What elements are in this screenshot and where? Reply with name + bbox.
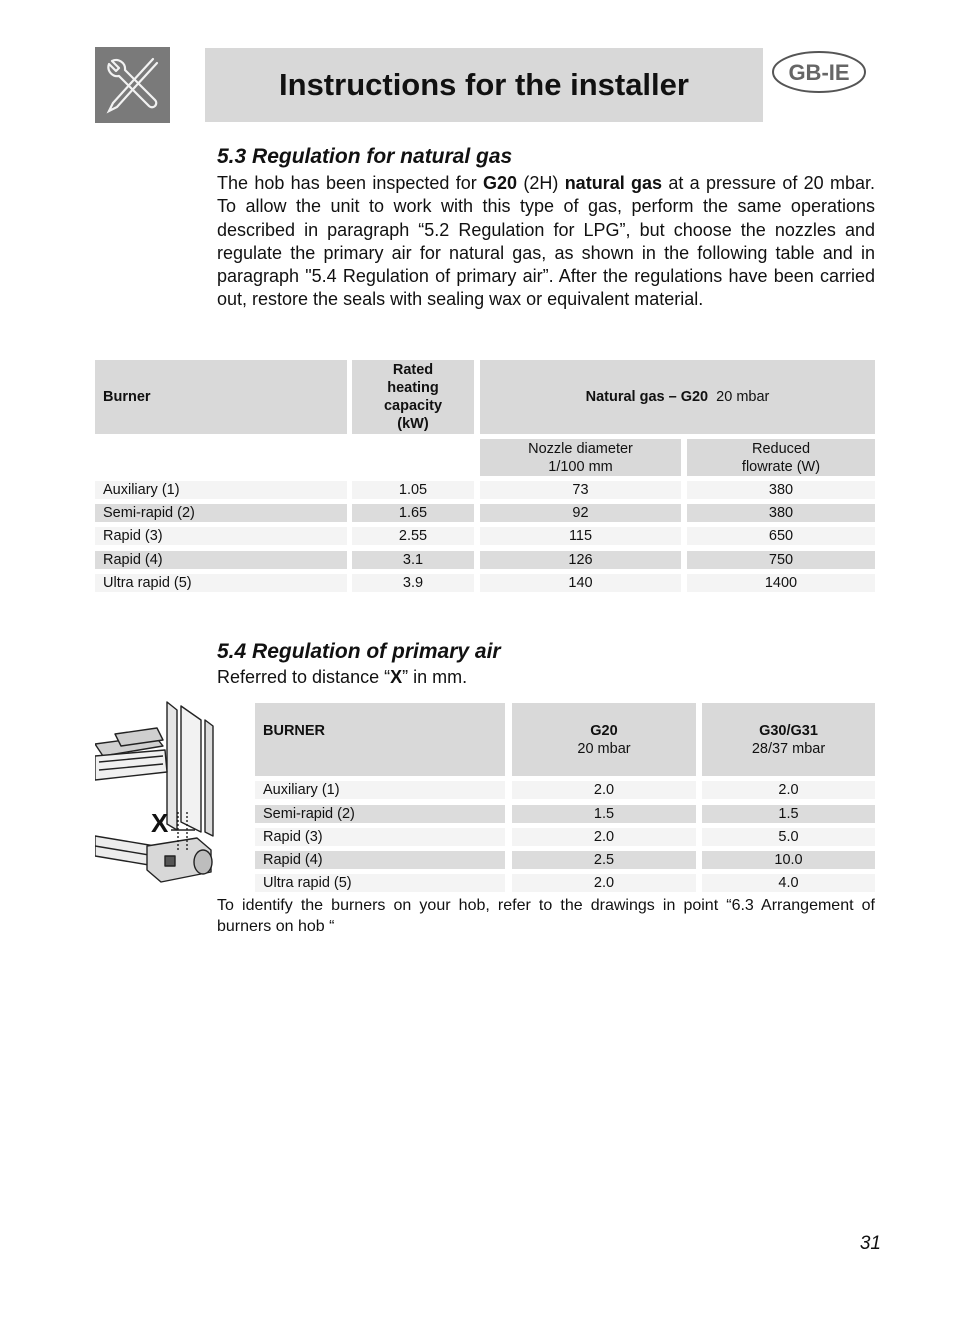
table-row: Auxiliary (1) — [255, 781, 505, 799]
burner-identification-note: To identify the burners on your hob, refer to the drawings in point “6.3 Arrangement of burners on hob “ — [217, 897, 875, 935]
col-natural-gas: Natural gas – G20 20 mbar — [480, 360, 875, 434]
page-header — [205, 48, 763, 122]
tools-icon — [95, 47, 170, 123]
table-row: Auxiliary (1) — [95, 481, 347, 499]
sub-nozzle-diameter: Nozzle diameter 1/100 mm — [480, 439, 681, 476]
table-row: Rapid (4) — [95, 551, 347, 569]
gas-g20: G20 — [483, 173, 518, 193]
table-row: Semi-rapid (2) — [95, 504, 347, 522]
section-heading-5-4: 5.4 Regulation of primary air — [217, 640, 501, 663]
section-5-4-intro: Referred to distance “X” in mm. — [217, 667, 468, 687]
region-badge — [771, 50, 867, 94]
section-heading-5-3: 5.3 Regulation for natural gas — [217, 145, 513, 168]
section-5-3-paragraph: The hob has been inspected for G20 (2H) natural gas at a pressure of 20 mbar. To allow the unit to work with this type of gas, perform the same operations described in paragraph “5.2 Regulation for LPG”, but choose the nozzles and regulate the primary air for natural gas, as shown in the following table and in paragraph "5.4 Regulation of primary air”. After the regulations have been carried out, restore the seals with sealing wax or equivalent material. — [217, 173, 875, 310]
table-row: Ultra rapid (5) — [95, 574, 347, 592]
distance-x-label: X — [151, 808, 169, 838]
col-capacity: Rated heating capacity (kW) — [352, 360, 474, 434]
sub-reduced-flowrate: Reduced flowrate (W) — [687, 439, 875, 476]
col-g30-g31: G30/G31 28/37 mbar — [702, 703, 875, 776]
table-row: Rapid (3) — [255, 828, 505, 846]
table-row: Rapid (4) — [255, 851, 505, 869]
badge-text: GB-IE — [788, 60, 850, 85]
burner-distance-figure — [95, 700, 217, 892]
col-burner: BURNER — [255, 703, 505, 776]
table-row: Rapid (3) — [95, 527, 347, 545]
col-burner: Burner — [95, 360, 347, 434]
col-g20: G20 20 mbar — [512, 703, 696, 776]
page-title: Instructions for the installer — [279, 67, 689, 102]
page-number: 31 — [859, 1233, 881, 1254]
table-row: Semi-rapid (2) — [255, 805, 505, 823]
table-row: Ultra rapid (5) — [255, 874, 505, 892]
gas-natural: natural gas — [564, 173, 663, 193]
